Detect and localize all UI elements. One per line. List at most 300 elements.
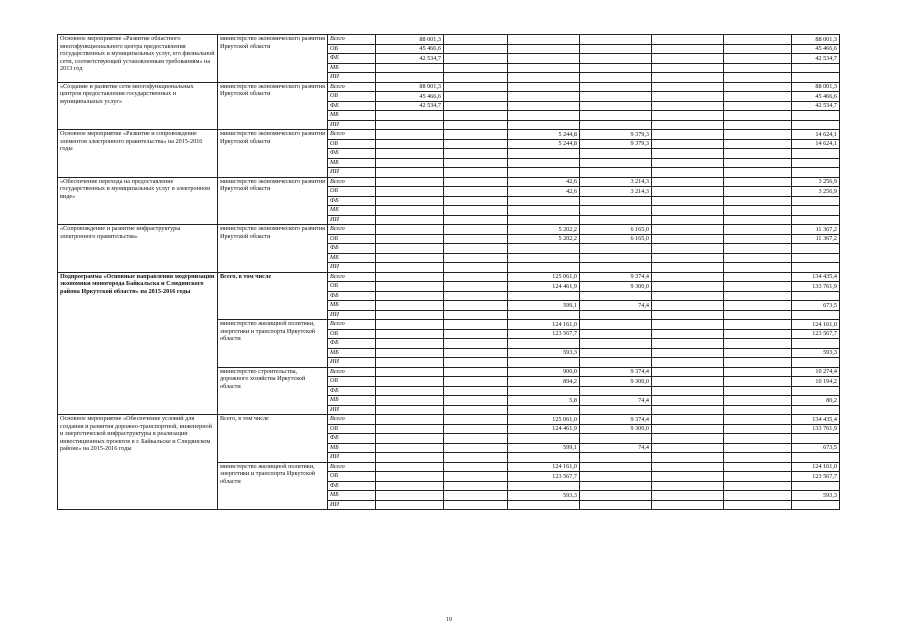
table-row <box>58 82 840 92</box>
value-cell <box>724 291 792 301</box>
value-cell <box>724 225 792 235</box>
value-cell <box>724 386 792 396</box>
value-cell: 11 367,2 <box>792 234 840 244</box>
value-cell <box>376 424 444 434</box>
value-cell <box>724 101 792 111</box>
value-cell <box>724 348 792 358</box>
value-cell: 42 534,7 <box>376 54 444 64</box>
funding-source-cell: МБ <box>328 63 376 73</box>
funding-source-cell: ИИ <box>328 168 376 178</box>
value-cell <box>792 339 840 349</box>
value-cell <box>652 187 724 197</box>
value-cell <box>444 310 508 320</box>
value-cell <box>652 291 724 301</box>
value-cell: 9 379,3 <box>580 130 652 140</box>
value-cell <box>792 310 840 320</box>
table-row <box>58 415 840 425</box>
value-cell <box>508 35 580 45</box>
value-cell <box>444 367 508 377</box>
funding-source-cell: Всего <box>328 177 376 187</box>
value-cell <box>652 358 724 368</box>
value-cell <box>376 130 444 140</box>
value-cell <box>792 500 840 510</box>
value-cell <box>580 244 652 254</box>
value-cell: 9 300,0 <box>580 377 652 387</box>
value-cell <box>792 481 840 491</box>
value-cell <box>580 73 652 83</box>
value-cell <box>444 291 508 301</box>
value-cell <box>652 73 724 83</box>
value-cell <box>376 329 444 339</box>
value-cell <box>724 35 792 45</box>
value-cell <box>580 63 652 73</box>
value-cell <box>792 291 840 301</box>
value-cell <box>444 111 508 121</box>
value-cell <box>376 415 444 425</box>
funding-source-cell: ИИ <box>328 405 376 415</box>
value-cell <box>444 434 508 444</box>
value-cell <box>444 443 508 453</box>
value-cell <box>652 139 724 149</box>
value-cell <box>792 434 840 444</box>
value-cell <box>376 187 444 197</box>
value-cell <box>376 339 444 349</box>
value-cell <box>724 491 792 501</box>
value-cell <box>444 168 508 178</box>
value-cell <box>652 206 724 216</box>
value-cell: 5 202,2 <box>508 225 580 235</box>
value-cell <box>376 367 444 377</box>
value-cell <box>444 73 508 83</box>
event-name-cell: «Сопровождение и развитие инфраструктуры электронного правительства» <box>58 225 218 273</box>
value-cell <box>652 263 724 273</box>
value-cell <box>444 377 508 387</box>
value-cell <box>376 396 444 406</box>
value-cell <box>508 54 580 64</box>
value-cell <box>724 462 792 472</box>
value-cell: 74,4 <box>580 443 652 453</box>
value-cell <box>376 453 444 463</box>
value-cell <box>444 386 508 396</box>
value-cell: 9 374,4 <box>580 367 652 377</box>
value-cell <box>376 472 444 482</box>
value-cell <box>444 358 508 368</box>
value-cell <box>444 149 508 159</box>
value-cell <box>652 282 724 292</box>
value-cell <box>376 491 444 501</box>
value-cell: 5 244,8 <box>508 130 580 140</box>
value-cell <box>508 339 580 349</box>
table-row <box>58 272 840 282</box>
value-cell <box>652 491 724 501</box>
value-cell: 88 001,3 <box>376 82 444 92</box>
value-cell <box>376 377 444 387</box>
value-cell <box>508 386 580 396</box>
value-cell <box>376 481 444 491</box>
budget-table <box>57 34 840 510</box>
value-cell: 599,1 <box>508 443 580 453</box>
value-cell <box>444 481 508 491</box>
funding-source-cell: ФБ <box>328 386 376 396</box>
funding-source-cell: МБ <box>328 206 376 216</box>
funding-source-cell: Всего <box>328 82 376 92</box>
value-cell <box>444 187 508 197</box>
value-cell: 3 256,9 <box>792 187 840 197</box>
value-cell <box>652 386 724 396</box>
value-cell <box>444 329 508 339</box>
value-cell <box>652 424 724 434</box>
value-cell <box>444 234 508 244</box>
value-cell: 88 001,3 <box>792 82 840 92</box>
value-cell <box>724 44 792 54</box>
value-cell <box>376 244 444 254</box>
value-cell: 45 466,6 <box>376 92 444 102</box>
executor-cell: Всего, в том числе <box>218 272 328 320</box>
funding-source-cell: ОБ <box>328 44 376 54</box>
value-cell <box>792 168 840 178</box>
funding-source-cell: ФБ <box>328 481 376 491</box>
value-cell <box>652 234 724 244</box>
funding-source-cell: ФБ <box>328 54 376 64</box>
value-cell <box>376 139 444 149</box>
event-name-cell: «Обеспечение перехода на предоставление государственных и муниципальных услуг в электронном виде» <box>58 177 218 225</box>
value-cell <box>508 120 580 130</box>
value-cell <box>652 320 724 330</box>
value-cell: 6 165,0 <box>580 225 652 235</box>
funding-source-cell: МБ <box>328 443 376 453</box>
value-cell <box>444 139 508 149</box>
value-cell <box>508 291 580 301</box>
value-cell <box>376 253 444 263</box>
value-cell <box>580 120 652 130</box>
value-cell <box>580 491 652 501</box>
value-cell: 42,6 <box>508 187 580 197</box>
funding-source-cell: МБ <box>328 158 376 168</box>
value-cell <box>792 253 840 263</box>
value-cell <box>724 396 792 406</box>
value-cell <box>724 500 792 510</box>
funding-source-cell: МБ <box>328 301 376 311</box>
value-cell: 74,4 <box>580 301 652 311</box>
value-cell <box>652 92 724 102</box>
value-cell <box>444 472 508 482</box>
value-cell <box>444 491 508 501</box>
value-cell <box>724 139 792 149</box>
funding-source-cell: ФБ <box>328 291 376 301</box>
value-cell: 74,4 <box>580 396 652 406</box>
funding-source-cell: МБ <box>328 111 376 121</box>
value-cell <box>724 187 792 197</box>
value-cell: 3 214,3 <box>580 177 652 187</box>
value-cell: 123 567,7 <box>792 472 840 482</box>
value-cell <box>444 35 508 45</box>
value-cell <box>724 329 792 339</box>
value-cell <box>580 206 652 216</box>
value-cell <box>376 225 444 235</box>
value-cell <box>724 443 792 453</box>
value-cell <box>444 462 508 472</box>
value-cell <box>508 310 580 320</box>
funding-source-cell: МБ <box>328 491 376 501</box>
value-cell <box>508 101 580 111</box>
value-cell <box>508 500 580 510</box>
value-cell <box>724 253 792 263</box>
value-cell <box>724 54 792 64</box>
value-cell <box>508 158 580 168</box>
value-cell <box>444 282 508 292</box>
funding-source-cell: ИИ <box>328 73 376 83</box>
value-cell <box>724 424 792 434</box>
value-cell: 14 624,1 <box>792 139 840 149</box>
value-cell <box>444 348 508 358</box>
value-cell <box>792 111 840 121</box>
funding-source-cell: Всего <box>328 462 376 472</box>
funding-source-cell: ФБ <box>328 149 376 159</box>
value-cell <box>652 405 724 415</box>
value-cell <box>652 168 724 178</box>
funding-source-cell: ОБ <box>328 424 376 434</box>
value-cell: 5 244,8 <box>508 139 580 149</box>
value-cell: 5 202,2 <box>508 234 580 244</box>
funding-source-cell: Всего <box>328 367 376 377</box>
value-cell: 9 374,4 <box>580 272 652 282</box>
value-cell <box>444 320 508 330</box>
value-cell <box>444 215 508 225</box>
value-cell: 124 161,0 <box>792 462 840 472</box>
value-cell: 673,5 <box>792 443 840 453</box>
value-cell: 894,2 <box>508 377 580 387</box>
value-cell <box>508 215 580 225</box>
table-row <box>58 225 840 235</box>
value-cell <box>724 120 792 130</box>
value-cell <box>792 158 840 168</box>
value-cell <box>444 405 508 415</box>
value-cell <box>580 215 652 225</box>
value-cell <box>792 244 840 254</box>
value-cell: 125 061,0 <box>508 415 580 425</box>
value-cell <box>376 272 444 282</box>
value-cell <box>652 253 724 263</box>
value-cell <box>376 443 444 453</box>
value-cell <box>376 177 444 187</box>
funding-source-cell: ОБ <box>328 472 376 482</box>
event-name-cell: Основное мероприятие «Обеспечение условий для создания и развития дорожно-транспортной, инженерной и энергетической инфраструктуры в реализации инвестиционных проектов в г. Байкальске и Слюдянском районе» на 2015-2016 годы <box>58 415 218 510</box>
value-cell <box>376 320 444 330</box>
value-cell <box>376 310 444 320</box>
value-cell <box>652 434 724 444</box>
value-cell <box>724 272 792 282</box>
value-cell <box>724 339 792 349</box>
value-cell <box>508 149 580 159</box>
value-cell <box>652 82 724 92</box>
value-cell <box>792 405 840 415</box>
value-cell <box>724 282 792 292</box>
value-cell <box>652 310 724 320</box>
executor-cell: министерство экономического развития Иркутской области <box>218 82 328 130</box>
value-cell <box>444 177 508 187</box>
value-cell <box>376 500 444 510</box>
value-cell <box>444 130 508 140</box>
value-cell: 124 461,9 <box>508 424 580 434</box>
value-cell: 593,3 <box>792 348 840 358</box>
value-cell <box>724 196 792 206</box>
value-cell: 45 466,6 <box>376 44 444 54</box>
value-cell <box>444 500 508 510</box>
value-cell <box>580 253 652 263</box>
value-cell <box>580 386 652 396</box>
value-cell: 124 161,0 <box>792 320 840 330</box>
value-cell <box>652 367 724 377</box>
value-cell <box>508 82 580 92</box>
value-cell <box>508 44 580 54</box>
value-cell <box>724 310 792 320</box>
value-cell <box>652 196 724 206</box>
value-cell <box>444 424 508 434</box>
value-cell <box>376 386 444 396</box>
value-cell <box>652 44 724 54</box>
funding-source-cell: ОБ <box>328 139 376 149</box>
value-cell <box>580 44 652 54</box>
value-cell <box>444 396 508 406</box>
value-cell <box>724 320 792 330</box>
value-cell: 45 466,6 <box>792 44 840 54</box>
value-cell: 599,1 <box>508 301 580 311</box>
value-cell <box>376 291 444 301</box>
value-cell <box>444 196 508 206</box>
funding-source-cell: ФБ <box>328 196 376 206</box>
value-cell <box>444 339 508 349</box>
value-cell: 3 214,3 <box>580 187 652 197</box>
value-cell <box>652 35 724 45</box>
value-cell <box>444 272 508 282</box>
value-cell: 900,0 <box>508 367 580 377</box>
value-cell <box>376 149 444 159</box>
event-name-cell: Основное мероприятие «Развитие и сопровождение элементов электронного правительства» на 2015-2016 годы <box>58 130 218 178</box>
value-cell <box>652 348 724 358</box>
value-cell <box>652 101 724 111</box>
funding-source-cell: МБ <box>328 253 376 263</box>
value-cell <box>580 348 652 358</box>
value-cell <box>724 82 792 92</box>
value-cell <box>724 73 792 83</box>
value-cell <box>580 310 652 320</box>
value-cell: 6 165,0 <box>580 234 652 244</box>
value-cell <box>792 149 840 159</box>
funding-source-cell: МБ <box>328 348 376 358</box>
funding-source-cell: ОБ <box>328 92 376 102</box>
executor-cell: министерство экономического развития Иркутской области <box>218 35 328 83</box>
value-cell <box>376 63 444 73</box>
value-cell: 593,3 <box>508 491 580 501</box>
value-cell <box>652 301 724 311</box>
funding-source-cell: ОБ <box>328 282 376 292</box>
value-cell <box>652 215 724 225</box>
funding-source-cell: ИИ <box>328 453 376 463</box>
funding-source-cell: ОБ <box>328 329 376 339</box>
funding-source-cell: ИИ <box>328 120 376 130</box>
value-cell <box>724 111 792 121</box>
value-cell: 9 300,0 <box>580 282 652 292</box>
value-cell: 123 567,7 <box>508 472 580 482</box>
funding-source-cell: ИИ <box>328 263 376 273</box>
funding-source-cell: ИИ <box>328 215 376 225</box>
value-cell: 11 367,2 <box>792 225 840 235</box>
event-name-cell: Основное мероприятие «Развитие областного многофункционального центра предоставления государственных и муниципальных услуг, его филиальной сети, соответствующей установленным требованиям» на 2013 год <box>58 35 218 83</box>
value-cell <box>580 291 652 301</box>
executor-cell: Всего, в том числе <box>218 415 328 463</box>
value-cell <box>652 500 724 510</box>
value-cell <box>508 358 580 368</box>
funding-source-cell: Всего <box>328 35 376 45</box>
value-cell <box>508 453 580 463</box>
value-cell <box>652 396 724 406</box>
value-cell <box>724 63 792 73</box>
value-cell <box>444 263 508 273</box>
funding-source-cell: ОБ <box>328 187 376 197</box>
funding-source-cell: ФБ <box>328 244 376 254</box>
value-cell <box>580 35 652 45</box>
value-cell <box>444 44 508 54</box>
value-cell <box>508 206 580 216</box>
value-cell <box>508 63 580 73</box>
value-cell: 14 624,1 <box>792 130 840 140</box>
value-cell: 593,3 <box>792 491 840 501</box>
value-cell <box>444 92 508 102</box>
value-cell: 134 435,4 <box>792 415 840 425</box>
value-cell: 124 161,0 <box>508 462 580 472</box>
value-cell: 133 761,9 <box>792 424 840 434</box>
value-cell: 10 274,4 <box>792 367 840 377</box>
value-cell <box>580 462 652 472</box>
value-cell <box>792 386 840 396</box>
value-cell <box>444 244 508 254</box>
funding-source-cell: Всего <box>328 272 376 282</box>
value-cell <box>580 339 652 349</box>
value-cell <box>792 453 840 463</box>
executor-cell: министерство экономического развития Иркутской области <box>218 177 328 225</box>
funding-source-cell: ИИ <box>328 500 376 510</box>
value-cell: 42 534,7 <box>792 54 840 64</box>
funding-source-cell: ФБ <box>328 434 376 444</box>
value-cell <box>376 348 444 358</box>
value-cell <box>580 263 652 273</box>
value-cell <box>724 301 792 311</box>
value-cell <box>652 481 724 491</box>
funding-source-cell: Всего <box>328 225 376 235</box>
value-cell <box>724 177 792 187</box>
value-cell: 133 761,9 <box>792 282 840 292</box>
value-cell <box>652 272 724 282</box>
value-cell <box>652 63 724 73</box>
value-cell <box>580 405 652 415</box>
value-cell: 42 534,7 <box>792 101 840 111</box>
value-cell <box>580 329 652 339</box>
value-cell <box>580 434 652 444</box>
funding-source-cell: Всего <box>328 130 376 140</box>
value-cell <box>792 63 840 73</box>
funding-source-cell: МБ <box>328 396 376 406</box>
value-cell <box>508 253 580 263</box>
funding-source-cell: Всего <box>328 320 376 330</box>
value-cell <box>652 339 724 349</box>
value-cell <box>724 434 792 444</box>
value-cell <box>580 320 652 330</box>
value-cell <box>652 329 724 339</box>
funding-source-cell: ОБ <box>328 377 376 387</box>
value-cell <box>792 215 840 225</box>
value-cell <box>724 263 792 273</box>
value-cell: 673,5 <box>792 301 840 311</box>
